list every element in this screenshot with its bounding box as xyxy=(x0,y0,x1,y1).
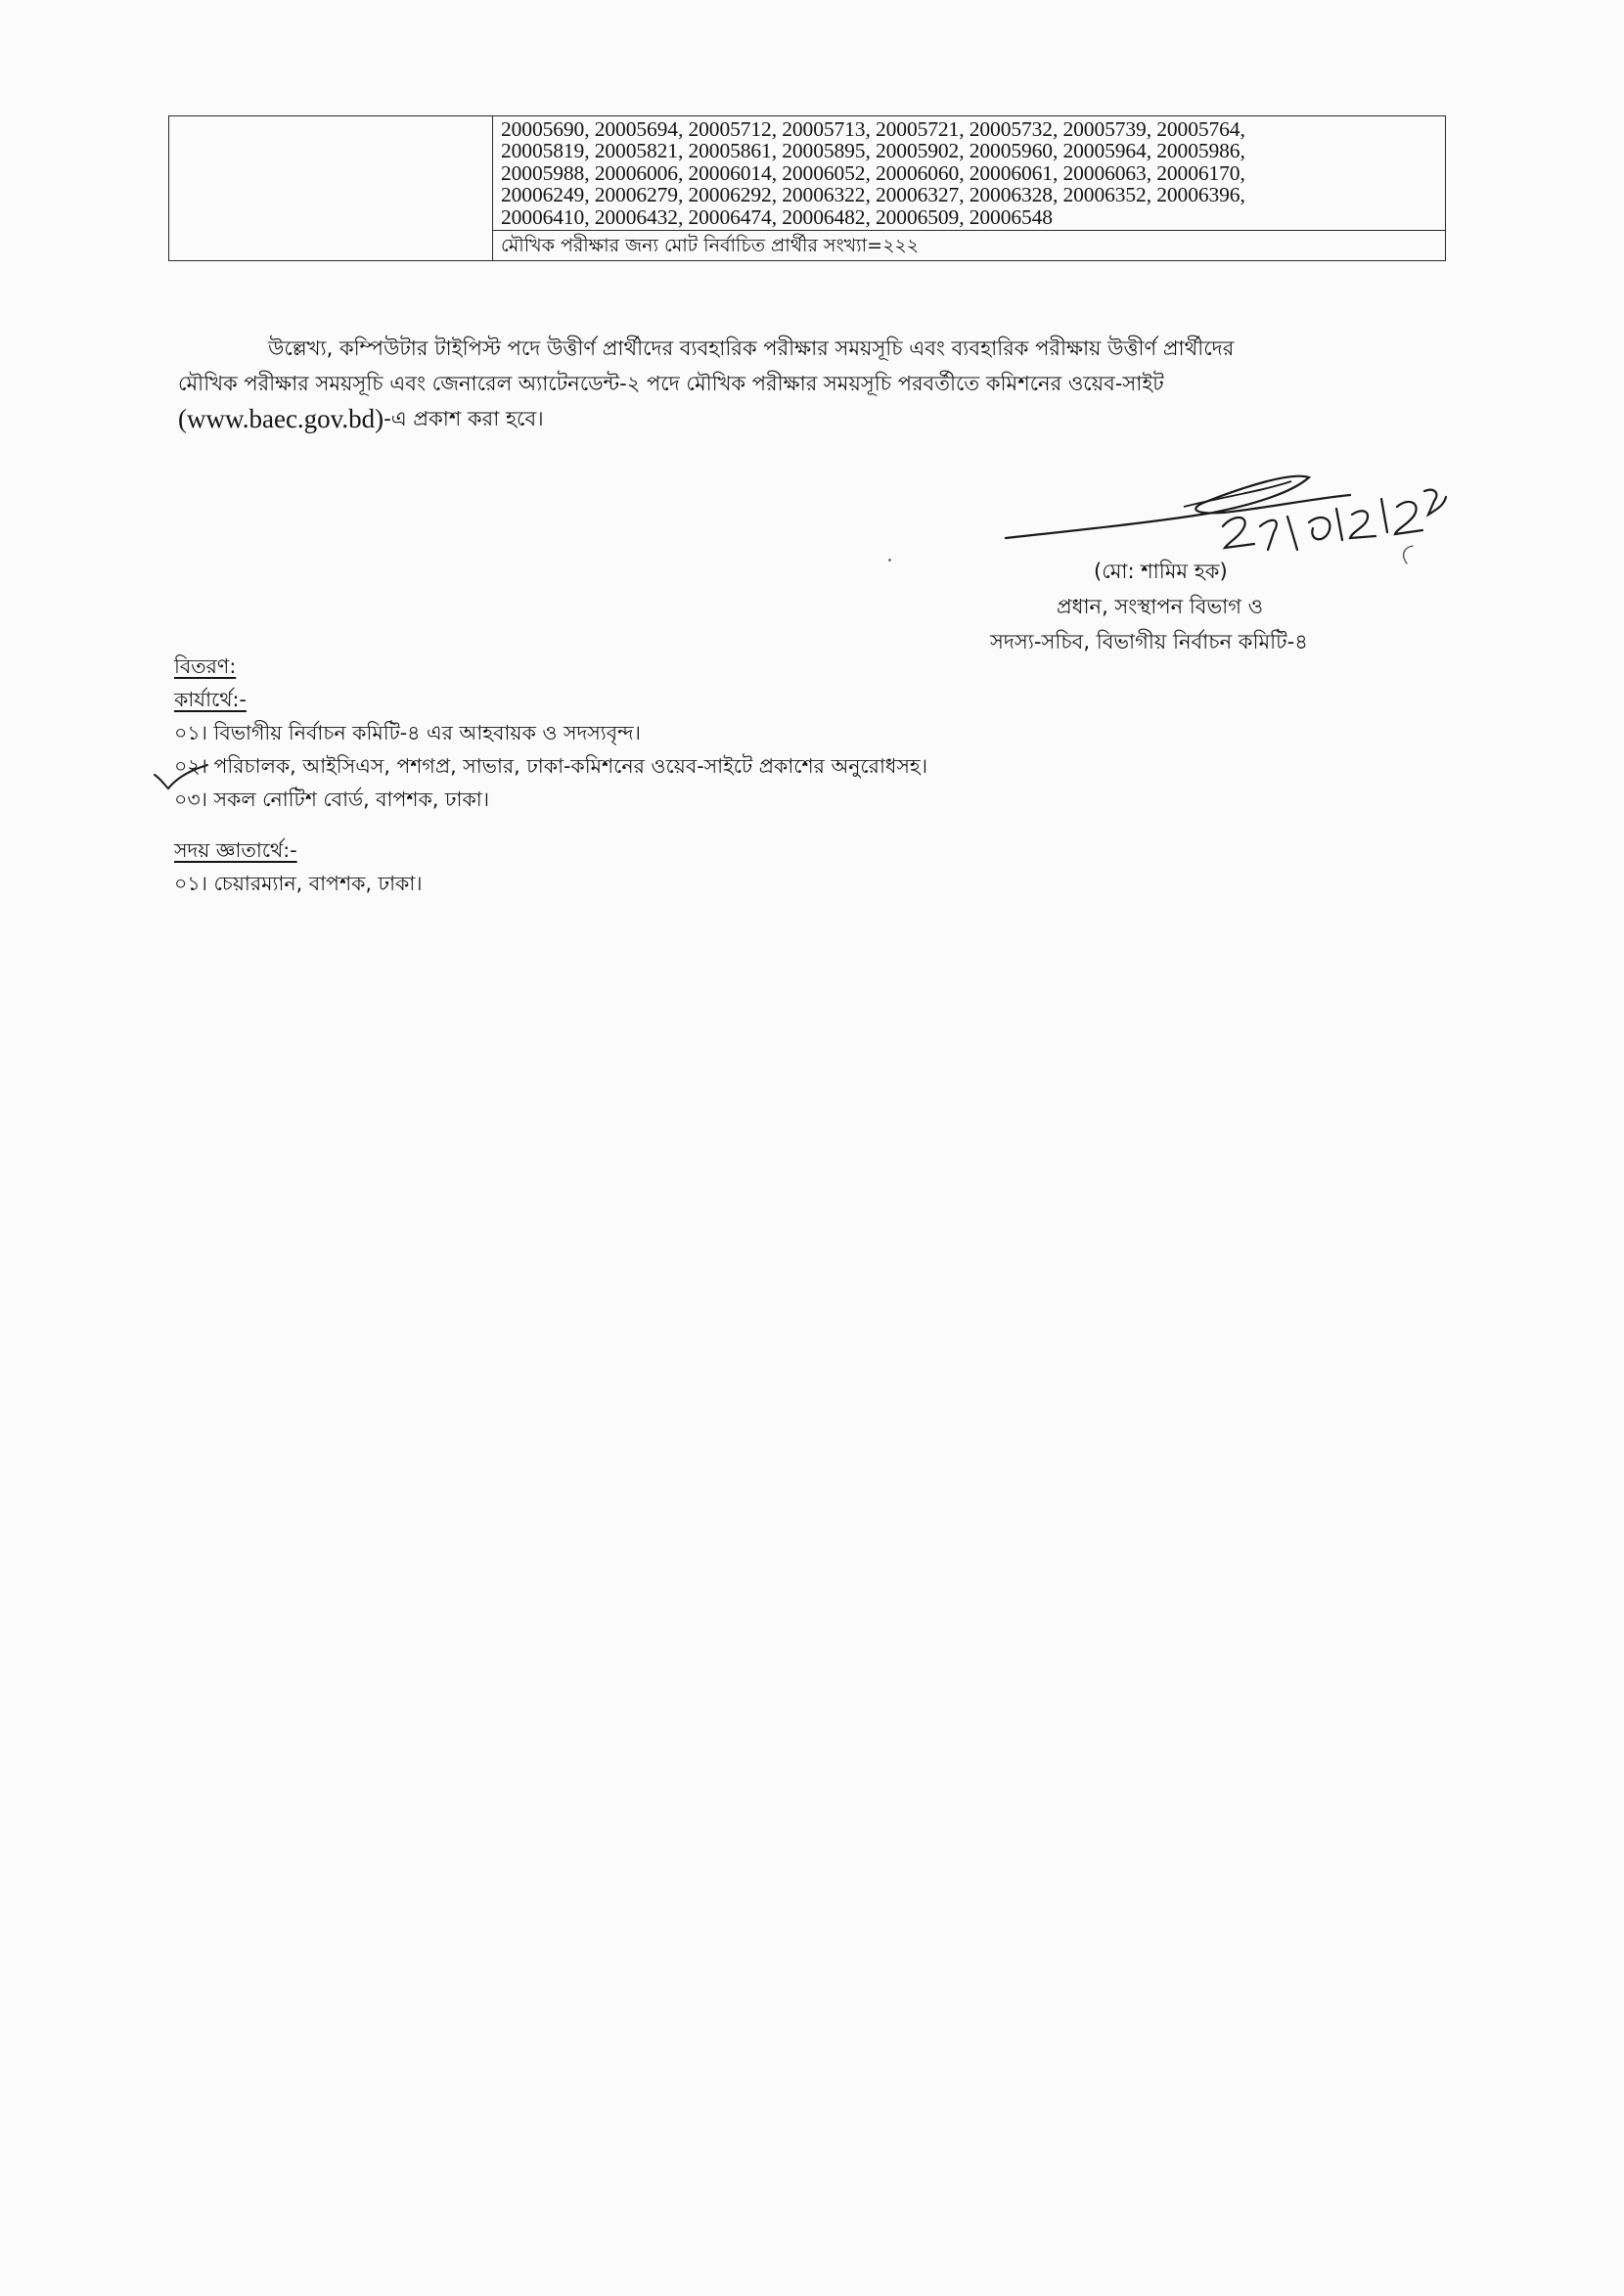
list-item: ০২। পরিচালক, আইসিএস, পশগপ্র, সাভার, ঢাকা-কমিশনের ওয়েব-সাইটে প্রকাশের অনুরোধসহ। xyxy=(174,754,928,778)
action-heading: কার্যার্থে:- xyxy=(174,688,247,711)
distribution-list xyxy=(174,650,927,900)
signatory-title-1: প্রধান, সংস্থাপন বিভাগ ও xyxy=(1057,595,1264,618)
scan-speck xyxy=(888,559,891,562)
signatory-title-2: সদস্য-সচিব, বিভাগীয় নির্বাচন কমিটি-৪ xyxy=(990,630,1308,653)
roll-numbers-cell xyxy=(493,116,1446,231)
note-text: উল্লেখ্য, কম্পিউটার টাইপিস্ট পদে উত্তীর্ণ প্রার্থীদের ব্যবহারিক পরীক্ষার সময়সূচি এবং ব্যবহারিক পরীক্ষায় উত্তীর্ণ প্রার্থীদের xyxy=(268,337,1235,360)
distribution-heading: বিতরণ: xyxy=(174,654,237,678)
total-candidates-cell: মৌখিক পরীক্ষার জন্য মোট নির্বাচিত প্রার্থীর সংখ্যা=২২২ xyxy=(493,231,1446,261)
list-item: ০১। বিভাগীয় নির্বাচন কমিটি-৪ এর আহবায়ক ও সদস্যবৃন্দ। xyxy=(174,721,641,744)
roll-numbers-line: 20005690, 20005694, 20005712, 20005713, 20005721, 20005732, 20005739, 20005764, xyxy=(501,117,1245,141)
note-text: -এ প্রকাশ করা হবে। xyxy=(383,407,544,430)
roll-numbers-line: 20006410, 20006432, 20006474, 20006482, 20006509, 20006548 xyxy=(501,204,1053,229)
signatory-name: (মো: শামিম হক) xyxy=(1094,560,1228,583)
selected-candidates-table xyxy=(168,115,1446,261)
list-item: ০১। চেয়ারম্যান, বাপশক, ঢাকা। xyxy=(174,872,423,895)
table-row xyxy=(169,116,1446,231)
roll-numbers-line: 20005988, 20006006, 20006014, 20006052, 20006060, 20006061, 20006063, 20006170, xyxy=(501,160,1245,185)
note-line-3 xyxy=(178,401,1446,436)
info-heading: সদয় জ্ঞাতার্থে:- xyxy=(174,838,297,862)
note-paragraph xyxy=(178,331,1446,436)
roll-numbers-line: 20006249, 20006279, 20006292, 20006322, 20006327, 20006328, 20006352, 20006396, xyxy=(501,183,1245,207)
list-item: ০৩। সকল নোটিশ বোর্ড, বাপশক, ঢাকা। xyxy=(174,788,490,811)
roll-numbers-line: 20005819, 20005821, 20005861, 20005895, 20005902, 20005960, 20005964, 20005986, xyxy=(501,139,1245,163)
website-link[interactable]: (www.baec.gov.bd) xyxy=(178,404,384,433)
note-line-2 xyxy=(178,366,1446,401)
note-text: মৌখিক পরীক্ষার সময়সূচি এবং জেনারেল অ্যাটেনডেন্ট-২ পদে মৌখিক পরীক্ষার সময়সূচি পরবর্তীতে কমিশনের ওয়েব-সাইট xyxy=(178,372,1164,395)
note-line-1 xyxy=(178,331,1446,366)
empty-cell xyxy=(169,116,493,261)
handwritten-tick-icon xyxy=(153,761,211,798)
